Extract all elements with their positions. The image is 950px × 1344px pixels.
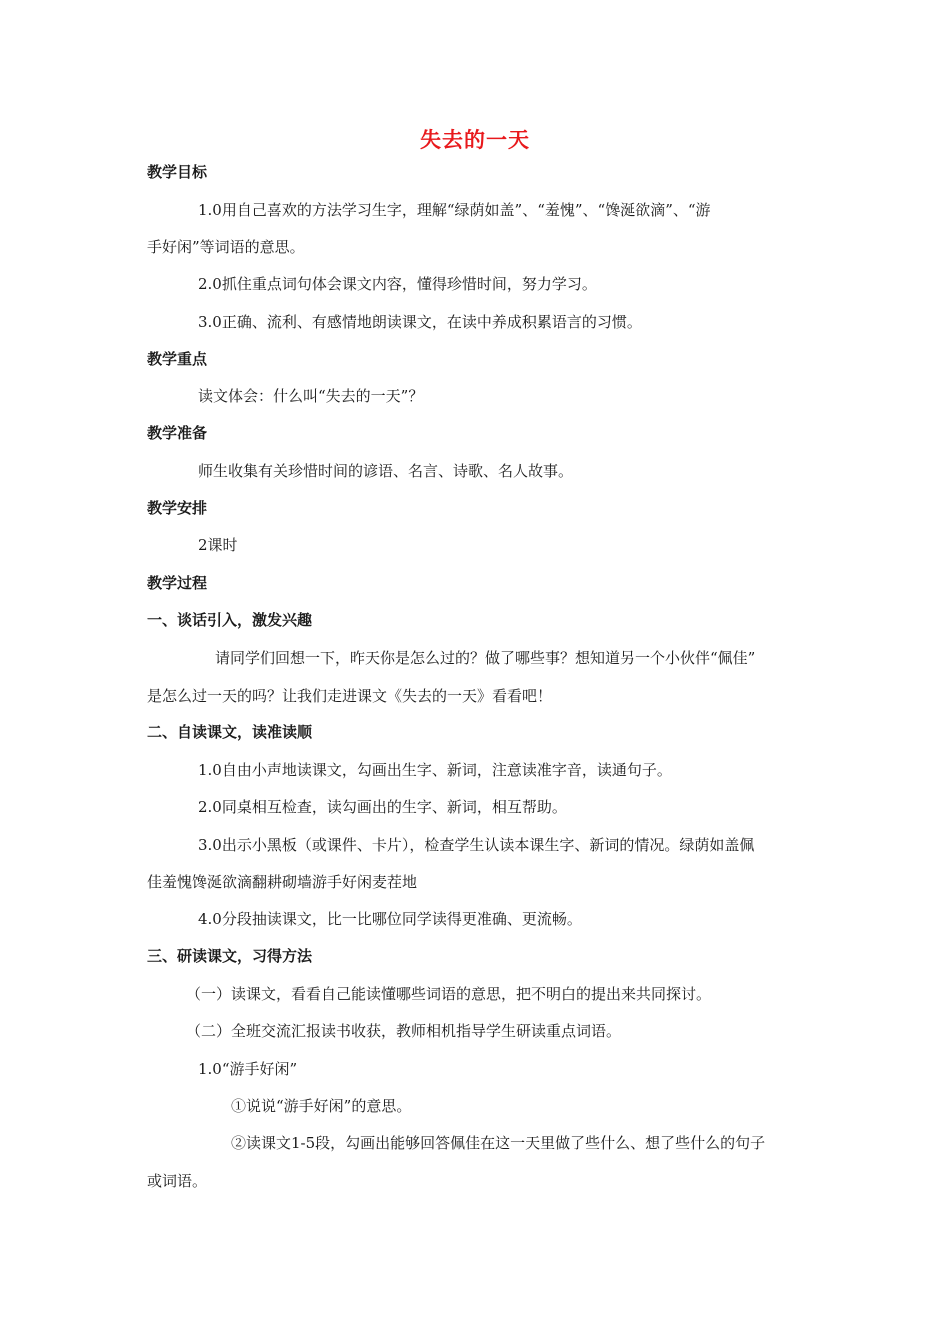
part-2-item-4: 4.0分段抽读课文，比一比哪位同学读得更准确、更流畅。	[198, 910, 582, 928]
part-2-item-3-line-1: 3.0出示小黑板（或课件、卡片），检查学生认读本课生字、新词的情况。绿荫如盖佩	[198, 836, 755, 854]
part-3-sub-1: （一）读课文，看看自己能读懂哪些词语的意思，把不明白的提出来共同探讨。	[186, 985, 712, 1003]
process-heading: 教学过程	[147, 574, 208, 592]
part-3-item-1-a: ①说说“游手好闲”的意思。	[231, 1097, 412, 1115]
schedule-heading: 教学安排	[147, 499, 208, 517]
part-1-line-2: 是怎么过一天的吗？让我们走进课文《失去的一天》看看吧！	[147, 687, 553, 705]
part-3-item-1: 1.0“游手好闲”	[198, 1060, 298, 1078]
goals-heading: 教学目标	[147, 163, 208, 181]
document-title: 失去的一天	[420, 127, 530, 152]
part-1-line-1: 请同学们回想一下，昨天你是怎么过的？做了哪些事？想知道另一个小伙伴“佩佳”	[215, 649, 756, 667]
schedule-text: 2课时	[198, 536, 238, 554]
part-2-item-3-line-2: 佳羞愧馋涎欲滴翻耕砌墙游手好闲麦茬地	[147, 873, 418, 891]
part-3-sub-2: （二）全班交流汇报读书收获，教师相机指导学生研读重点词语。	[186, 1022, 622, 1040]
goal-1-line-1: 1.0用自己喜欢的方法学习生字，理解“绿荫如盖”、“羞愧”、“馋涎欲滴”、“游	[198, 201, 711, 219]
prep-text: 师生收集有关珍惜时间的谚语、名言、诗歌、名人故事。	[198, 462, 574, 480]
focus-text: 读文体会：什么叫“失去的一天”？	[198, 387, 424, 405]
prep-heading: 教学准备	[147, 424, 208, 442]
part-3-item-1-b-line-2: 或词语。	[147, 1172, 208, 1190]
part-2-heading: 二、自读课文，读准读顺	[147, 723, 313, 741]
part-3-item-1-b-line-1: ②读课文1-5段，勾画出能够回答佩佳在这一天里做了些什么、想了些什么的句子	[231, 1134, 766, 1152]
part-2-item-1: 1.0自由小声地读课文，勾画出生字、新词，注意读准字音，读通句子。	[198, 761, 672, 779]
goal-2: 2.0抓住重点词句体会课文内容，懂得珍惜时间，努力学习。	[198, 275, 597, 293]
part-1-heading: 一、谈话引入，激发兴趣	[147, 611, 313, 629]
focus-heading: 教学重点	[147, 350, 208, 368]
goal-1-line-2: 手好闲”等词语的意思。	[147, 238, 305, 256]
goal-3: 3.0正确、流利、有感情地朗读课文，在读中养成积累语言的习惯。	[198, 313, 642, 331]
part-3-heading: 三、研读课文，习得方法	[147, 947, 313, 965]
part-2-item-2: 2.0同桌相互检查，读勾画出的生字、新词，相互帮助。	[198, 798, 567, 816]
